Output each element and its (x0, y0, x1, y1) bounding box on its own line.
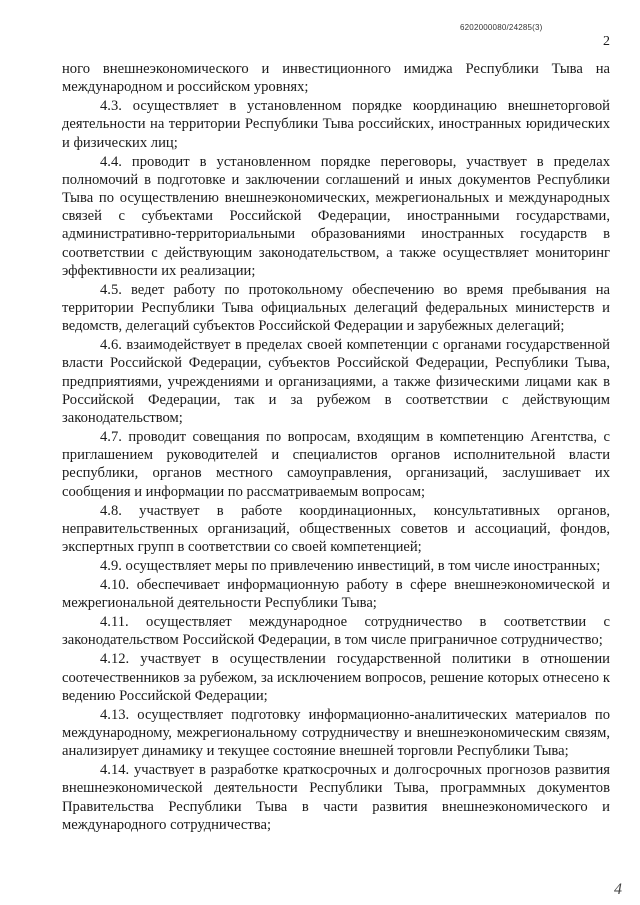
paragraph-4-12: 4.12. участвует в осуществлении государственной политики в отношении соотечественников за рубежом, за исключением вопросов, решение которых отнесено к ведению Российской Федерации; (62, 651, 610, 704)
paragraph: ного внешнеэкономического и инвестиционного имиджа Республики Тыва на международном и российском уровнях; (62, 61, 610, 96)
paragraph-4-14: 4.14. участвует в разработке краткосрочных и долгосрочных прогнозов развития внешнеэкономической деятельности Республики Тыва, программных документов Правительства Республики Тыва в части развития внешнеэкономического и международного сотрудничества; (62, 762, 610, 833)
paragraph-4-5: 4.5. ведет работу по протокольному обеспечению во время пребывания на территории Республики Тыва официальных делегаций федеральных министерств и ведомств, делегаций субъектов Российской Федерации и зарубежных делегаций; (62, 281, 610, 335)
handwritten-page-mark: 4 (614, 881, 622, 898)
paragraph-4-4: 4.4. проводит в установленном порядке переговоры, участвует в пределах полномочий в подготовке и заключении соглашений и иных документов Республики Тыва по осуществлению внешнеэкономических, межрегиональных и международных связей с субъектами Российской Федерации, иностранными государствами, административно-территориальными образованиями иностранных государств в соответствии с действующим законодательством, а также осуществляет мониторинг эффективности их реализации; (62, 153, 610, 279)
paragraph-4-11: 4.11. осуществляет международное сотрудничество в соответствии с законодательством Российской Федерации, в том числе приграничное сотрудничество; (62, 614, 610, 649)
page-number: 2 (603, 34, 610, 49)
paragraph-4-9: 4.9. осуществляет меры по привлечению инвестиций, в том числе иностранных; (100, 558, 601, 575)
document-body (62, 60, 610, 835)
paragraph-4-6: 4.6. взаимодействует в пределах своей компетенции с органами государственной власти Российской Федерации, субъектов Российской Федерации, Республики Тыва, предприятиями, учреждениями и организациями, а также физическими лицами как в Российской Федерации, так и за рубежом в соответствии с действующим законодательством; (62, 337, 610, 427)
document-code: 6202000080/24285(3) (460, 23, 543, 32)
paragraph-4-10: 4.10. обеспечивает информационную работу в сфере внешнеэкономической и межрегиональной деятельности Республики Тыва; (62, 577, 610, 612)
paragraph-4-13: 4.13. осуществляет подготовку информационно-аналитических материалов по международному, межрегиональному сотрудничеству и внешнеэкономическим связям, анализирует динамику и текущее состояние внешней торговли Республики Тыва; (62, 706, 610, 760)
paragraph-4-8: 4.8. участвует в работе координационных, консультативных органов, неправительственных организаций, общественных советов и ассоциаций, фондов, экспертных групп в соответствии со своей компетенцией; (62, 502, 610, 556)
paragraph-4-3: 4.3. осуществляет в установленном порядке координацию внешнеторговой деятельности на территории Республики Тыва российских, иностранных юридических и физических лиц; (62, 98, 610, 151)
paragraph-4-7: 4.7. проводит совещания по вопросам, входящим в компетенцию Агентства, с приглашением руководителей и специалистов органов исполнительной власти республики, органов местного самоуправления, организаций, заслушивает их сообщения и информации по рассматриваемым вопросам; (62, 429, 610, 500)
